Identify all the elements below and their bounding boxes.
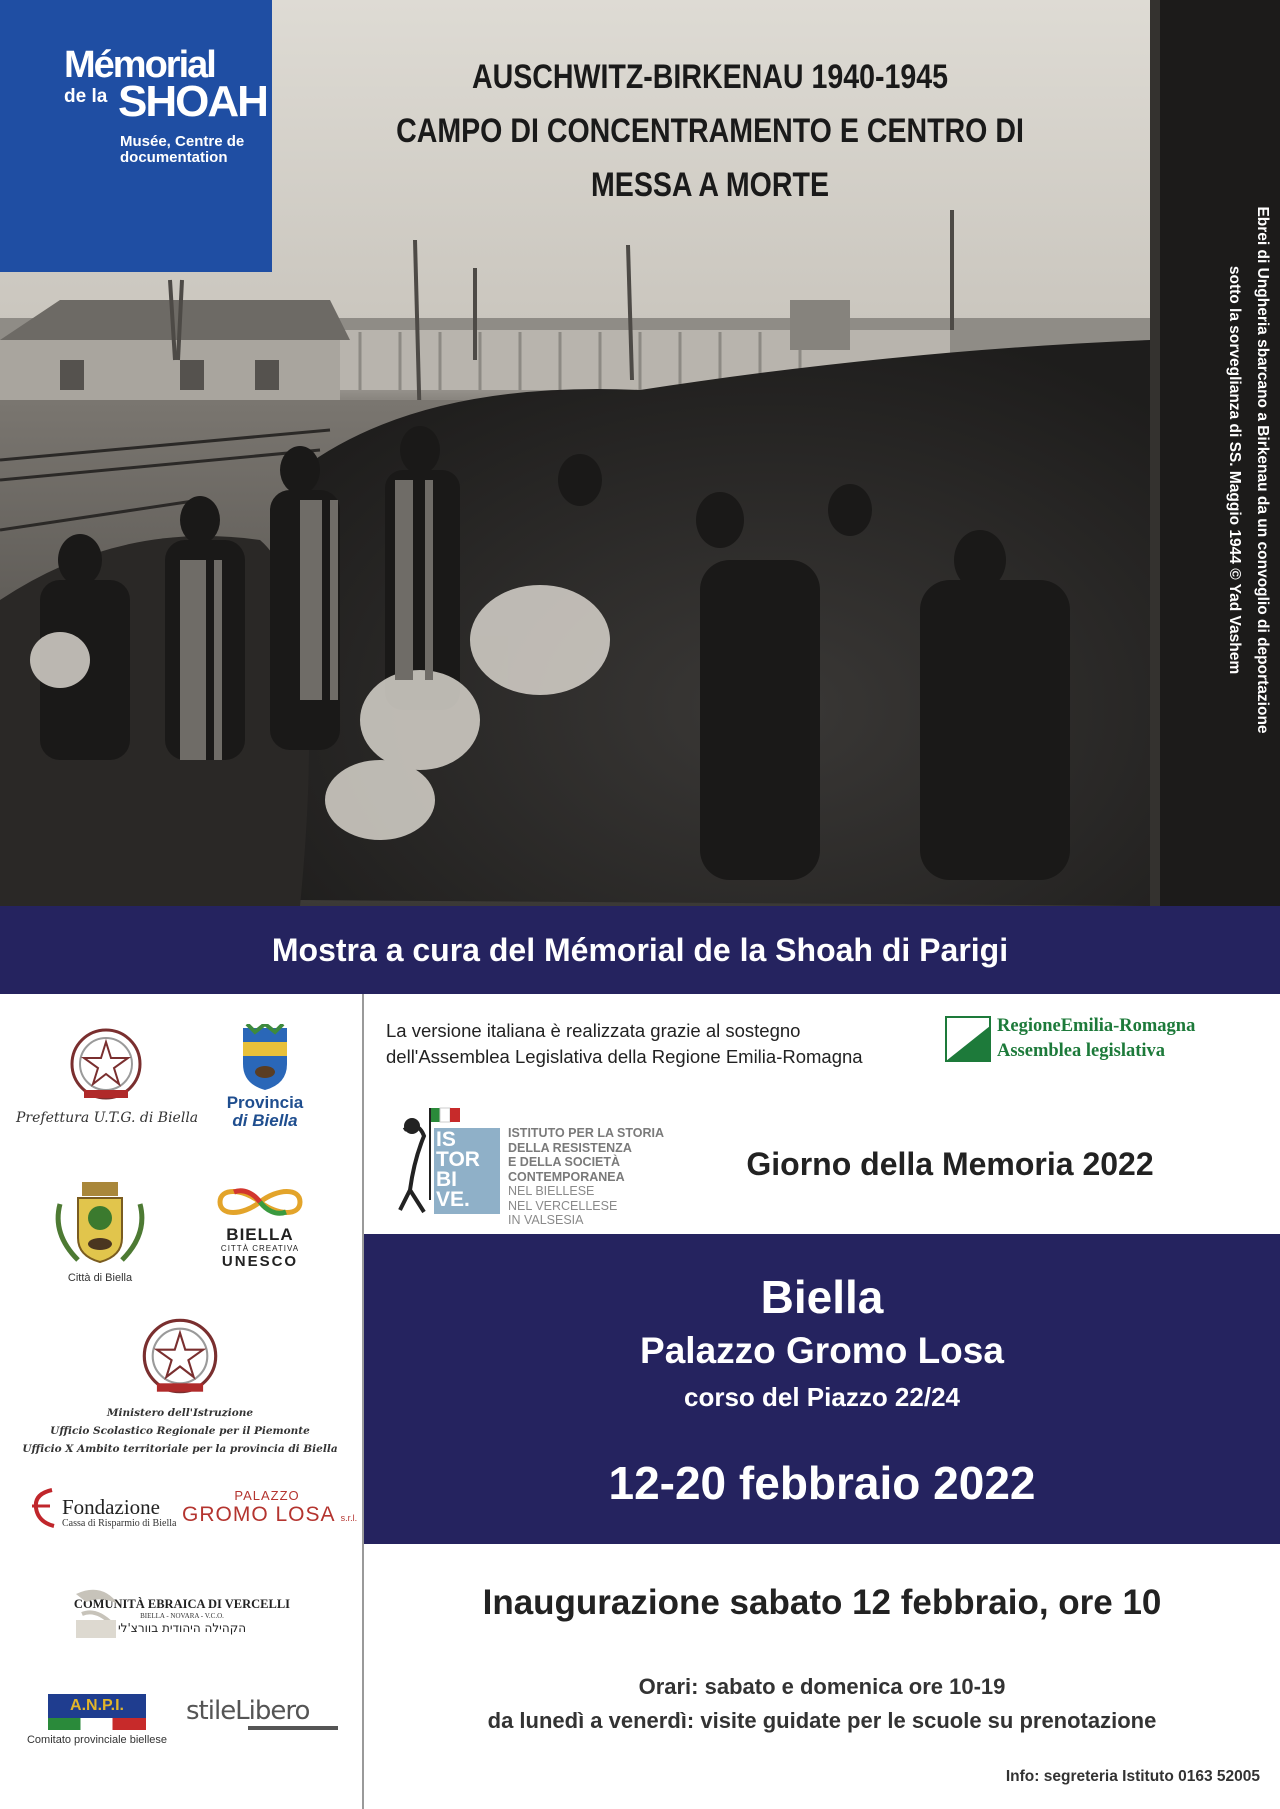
palazzo-gromo-losa-logo xyxy=(182,1488,358,1527)
prefettura-logo xyxy=(16,1024,199,1126)
istituto-name xyxy=(508,1126,664,1228)
comunita-ebraica-logo xyxy=(72,1584,292,1636)
provincia-line2: di Biella xyxy=(232,1111,298,1130)
istituto-logo xyxy=(384,1090,504,1220)
support-line-2: dell'Assemblea Legislativa della Regione Emilia-Romagna xyxy=(386,1046,863,1067)
caption-line-2: sotto la sorveglianza di SS. Maggio 1944 © Yad Vashem xyxy=(1226,265,1243,675)
istituto-line-5: NEL BIELLESE xyxy=(508,1184,595,1198)
palazzo-suffix: s.r.l. xyxy=(340,1513,358,1523)
provincia-crest-icon xyxy=(237,1024,293,1092)
sponsor-logos xyxy=(0,994,362,1809)
istituto-logo-text xyxy=(436,1130,500,1210)
logo-text-dela: de la xyxy=(64,86,108,107)
fondazione-logo xyxy=(28,1488,188,1530)
ministero-line1: Ministero dell'Istruzione xyxy=(106,1407,254,1419)
palazzo-line1: PALAZZO xyxy=(234,1488,300,1503)
provincia-line1: Provincia xyxy=(226,1093,304,1112)
memorial-shoah-logo xyxy=(0,0,272,272)
info-contact: Info: segreteria Istituto 0163 52005 xyxy=(1005,1768,1260,1785)
unesco-line1: BIELLA xyxy=(226,1225,294,1244)
comunita-line2: BIELLA - NOVARA - V.C.O. xyxy=(140,1612,224,1620)
shofar-icon xyxy=(72,1584,122,1640)
support-line-1: La versione italiana è realizzata grazie al sostegno xyxy=(386,1020,801,1041)
istituto-line-6: NEL VERCELLESE xyxy=(508,1198,618,1213)
venue-panel xyxy=(364,1234,1280,1544)
unesco-logo xyxy=(200,1184,320,1270)
republic-emblem-icon xyxy=(66,1024,146,1104)
istituto-logo-text-3: BI xyxy=(436,1168,457,1191)
hours-line-1: Orari: sabato e domenica ore 10-19 xyxy=(638,1674,1006,1699)
istituto-line-7: IN VALSESIA xyxy=(508,1213,584,1227)
photo-caption xyxy=(1196,130,1276,810)
anpi-line2: Comitato provinciale biellese xyxy=(26,1734,167,1746)
citta-biella-logo xyxy=(40,1174,160,1284)
curator-banner: Mostra a cura del Mémorial de la Shoah di Parigi xyxy=(0,906,1280,994)
inauguration-text: Inaugurazione sabato 12 febbraio, ore 10 xyxy=(482,1583,1162,1622)
venue-city: Biella xyxy=(760,1271,884,1323)
citta-crest-icon xyxy=(48,1174,152,1270)
provincia-logo xyxy=(210,1024,320,1130)
palazzo-line2: GROMO LOSA xyxy=(182,1503,336,1526)
support-note xyxy=(386,1018,926,1070)
infinity-knot-icon xyxy=(214,1184,306,1220)
ministero-line3: Ufficio X Ambito territoriale per la provincia di Biella xyxy=(22,1443,338,1455)
istituto-line-2: DELLA RESISTENZA xyxy=(508,1140,632,1155)
opening-hours xyxy=(364,1670,1280,1738)
regione-line1: RegioneEmilia-Romagna xyxy=(997,1016,1196,1036)
unesco-line3: UNESCO xyxy=(221,1253,299,1270)
ministero-logo xyxy=(20,1314,340,1458)
poster-title xyxy=(300,50,1120,212)
comunita-line3: הקהילה היהודית בוורצ'לי xyxy=(117,1621,247,1635)
title-line-2: CAMPO DI CONCENTRAMENTO E CENTRO DI MESSA A MORTE xyxy=(396,112,1024,204)
istituto-line-3: E DELLA SOCIETÀ xyxy=(508,1155,621,1169)
anpi-logo xyxy=(22,1694,172,1746)
fondazione-line2: Cassa di Risparmio di Biella xyxy=(62,1518,177,1529)
anpi-line1: A.N.P.I. xyxy=(48,1694,146,1718)
hours-line-2: da lunedì a venerdì: visite guidate per le scuole su prenotazione xyxy=(487,1708,1157,1733)
logo-subtitle: Musée, Centre de documentation xyxy=(120,133,245,166)
stilelibero-label: stileLibero xyxy=(186,1696,310,1726)
fondazione-line1: Fondazione xyxy=(62,1495,160,1519)
istituto-line-4: CONTEMPORANEA xyxy=(508,1169,625,1184)
regione-line2: Assemblea legislativa xyxy=(997,1041,1166,1061)
comunita-line1: COMUNITÀ EBRAICA DI VERCELLI xyxy=(73,1597,291,1611)
stilelibero-logo xyxy=(186,1696,346,1730)
logo-text-memorial: Mémorial xyxy=(64,44,215,86)
istituto-logo-text-1: IS xyxy=(436,1128,456,1151)
exhibition-dates: 12-20 febbraio 2022 xyxy=(608,1457,1036,1509)
unesco-line2: CITTÀ CREATIVA xyxy=(220,1244,300,1253)
istituto-line-1: ISTITUTO PER LA STORIA xyxy=(508,1126,665,1140)
fondazione-mark-icon xyxy=(28,1488,60,1528)
anpi-flag-icon xyxy=(48,1718,146,1730)
caption-line-1: Ebrei di Ungheria sbarcano a Birkenau da un convoglio di deportazione xyxy=(1254,206,1271,734)
logo-text-shoah: SHOAH xyxy=(118,77,267,126)
regione-mark-icon xyxy=(945,1016,991,1062)
istituto-logo-text-2: TOR xyxy=(436,1148,480,1171)
prefettura-label: Prefettura U.T.G. di Biella xyxy=(16,1110,199,1126)
stilelibero-underline xyxy=(248,1726,338,1730)
citta-label: Città di Biella xyxy=(67,1272,133,1284)
ministero-line2: Ufficio Scolastico Regionale per il Piemonte xyxy=(50,1425,310,1437)
title-line-1: AUSCHWITZ-BIRKENAU 1940-1945 xyxy=(471,58,949,96)
venue-address: corso del Piazzo 22/24 xyxy=(683,1382,960,1412)
istituto-logo-text-4: VE. xyxy=(436,1188,470,1211)
giorno-memoria-heading: Giorno della Memoria 2022 xyxy=(746,1146,1154,1182)
republic-emblem-icon xyxy=(138,1314,222,1398)
venue-palazzo: Palazzo Gromo Losa xyxy=(640,1330,1004,1371)
